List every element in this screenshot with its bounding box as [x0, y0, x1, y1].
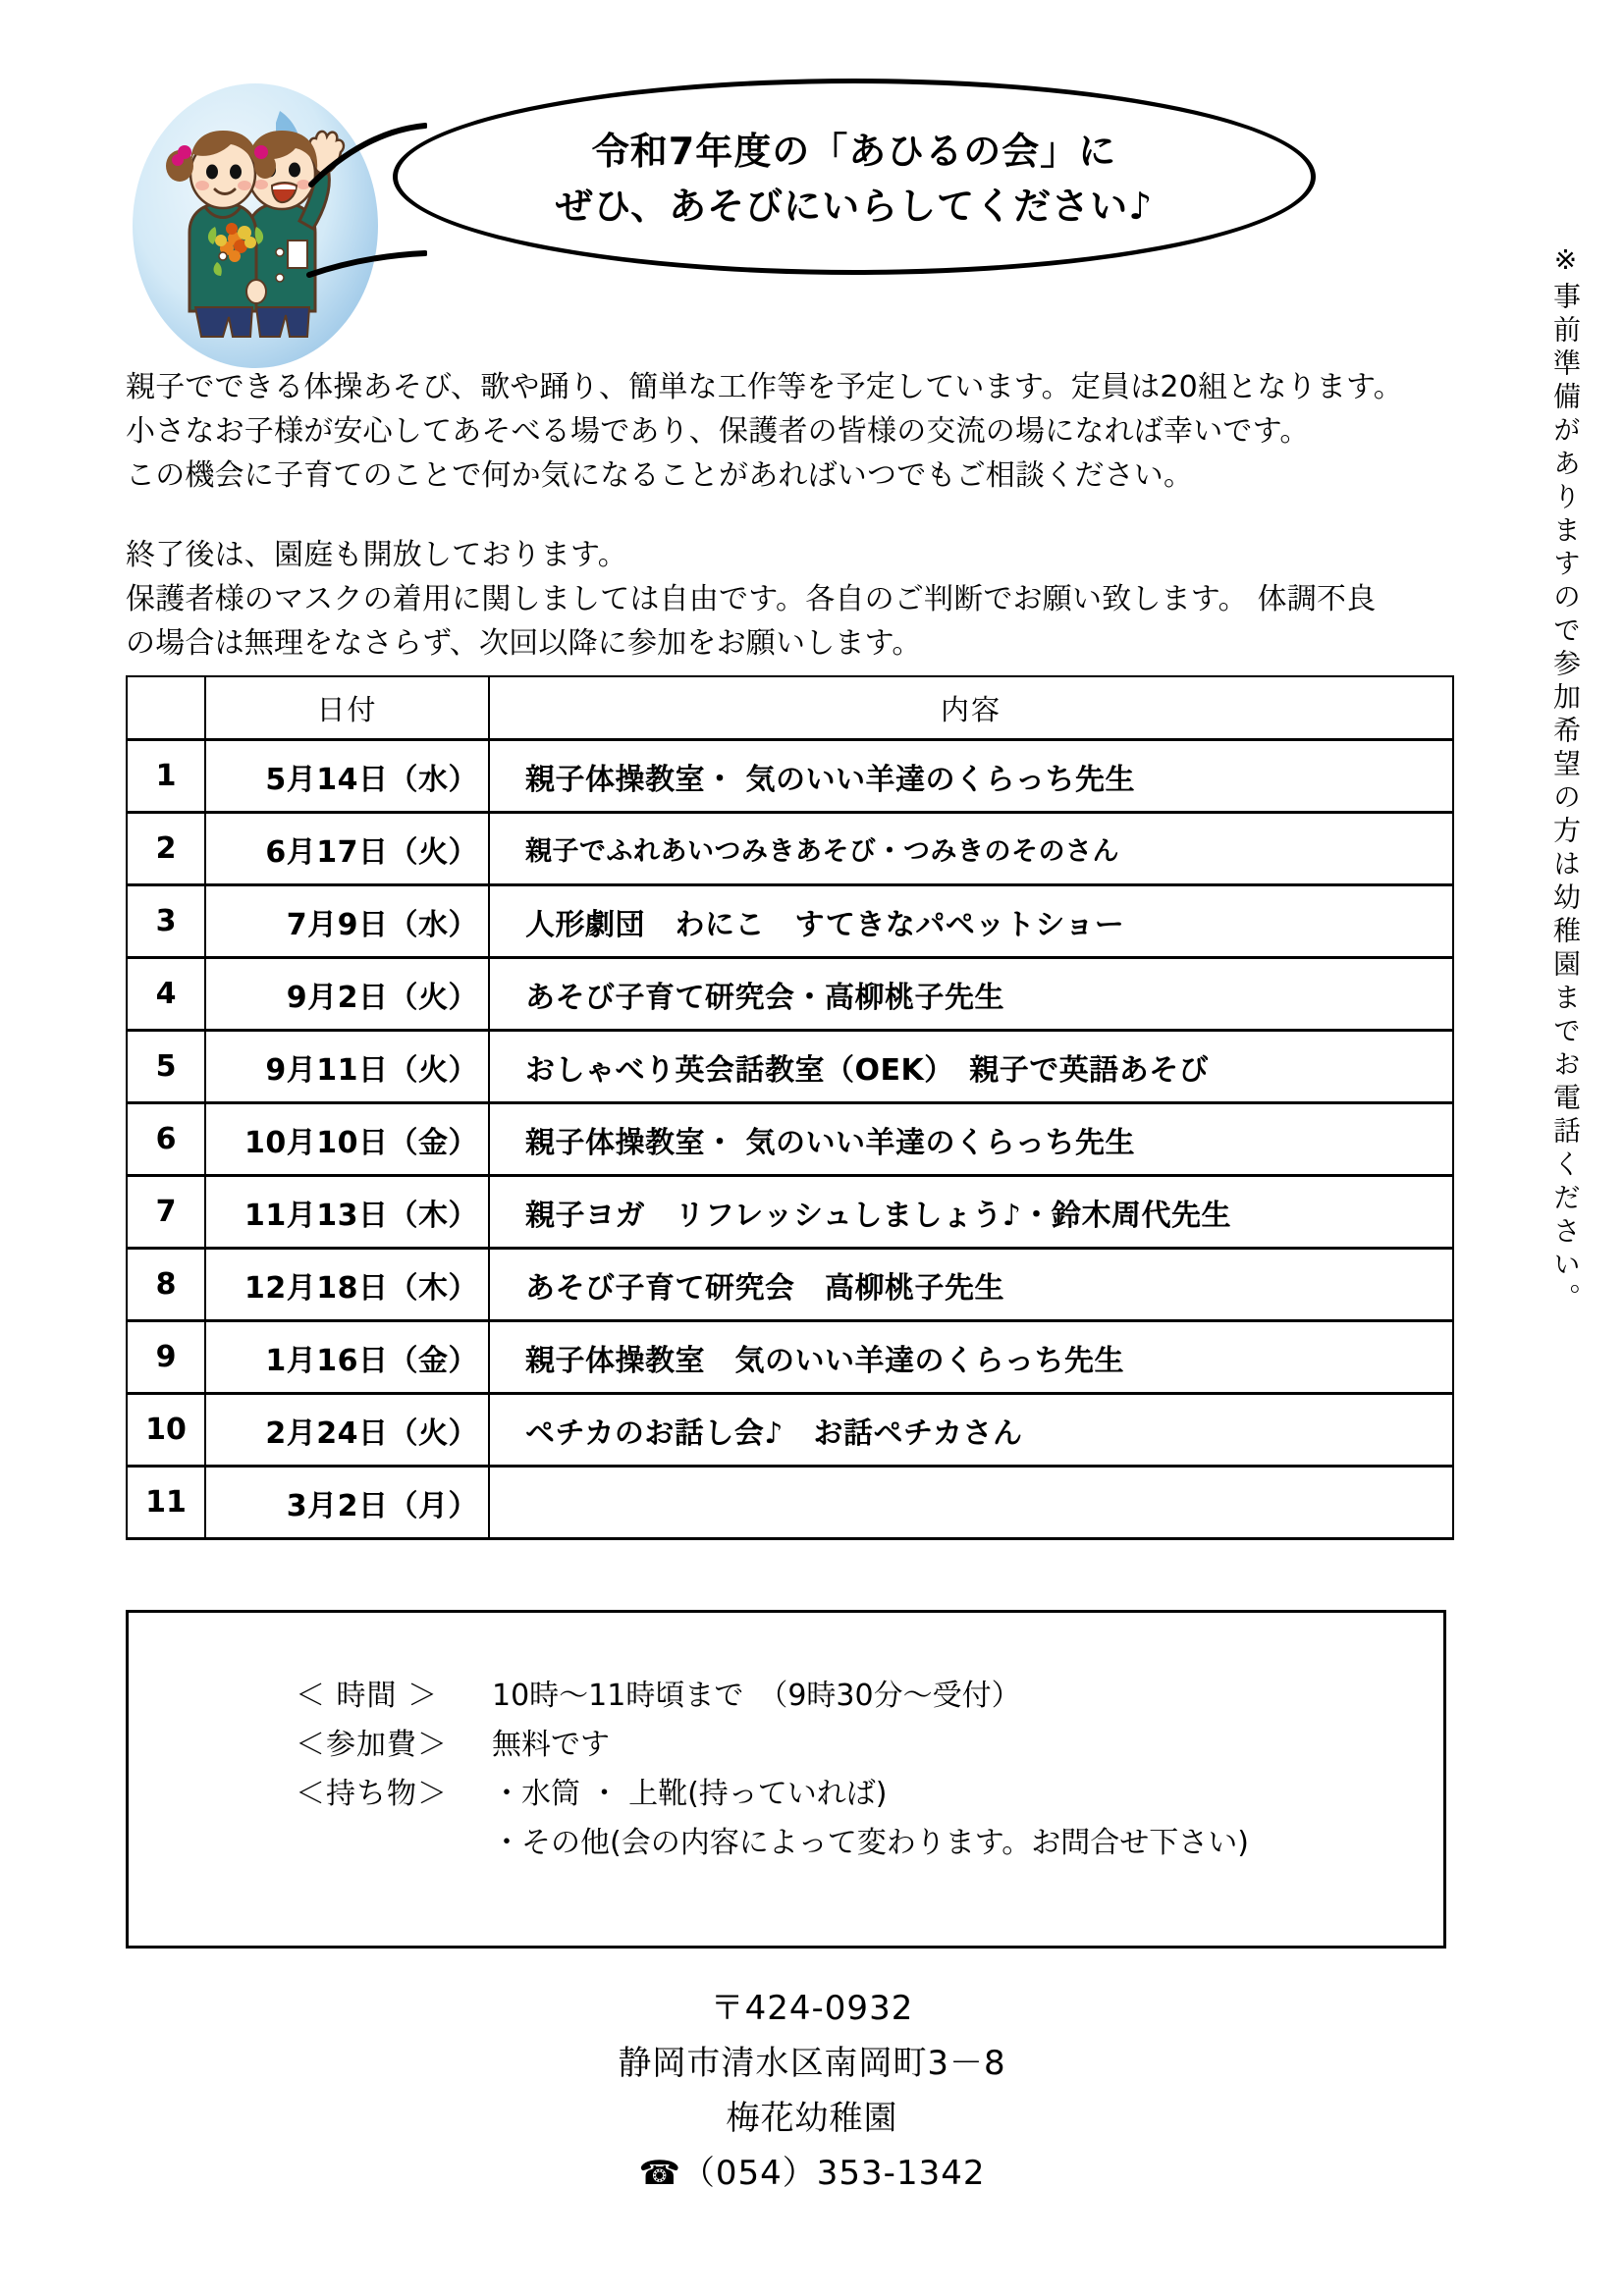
table-row: [127, 1249, 1453, 1321]
items-label: ＜持ち物＞: [296, 1777, 448, 1811]
schedule-table-head: [127, 676, 1453, 740]
table-row: [127, 1176, 1453, 1249]
table-row: [127, 740, 1453, 813]
footer-address-block: [0, 1981, 1624, 2201]
row-date: 6月17日（火）: [205, 813, 489, 885]
row-content: 人形劇団 わにこ すてきなパペットショー: [489, 885, 1453, 958]
intro-paragraph-2: [126, 533, 1461, 666]
row-content: 親子体操教室・ 気のいい羊達のくらっち先生: [489, 1103, 1453, 1176]
row-number: 3: [127, 885, 205, 958]
schedule-table: [126, 675, 1454, 1540]
row-date: 10月10日（金）: [205, 1103, 489, 1176]
row-number: 1: [127, 740, 205, 813]
header-cell-date: 日付: [205, 676, 489, 740]
items-value-secondary: ・その他(会の内容によって変わります。お問合せ下さい): [492, 1826, 1250, 1860]
table-row: [127, 1031, 1453, 1103]
details-rows: [296, 1672, 1249, 1868]
detail-row-time: [296, 1672, 1249, 1721]
row-content: あそび子育て研究会・高柳桃子先生: [489, 958, 1453, 1031]
row-date: 5月14日（水）: [205, 740, 489, 813]
row-content: 親子体操教室・ 気のいい羊達のくらっち先生: [489, 740, 1453, 813]
intro-line: 保護者様のマスクの着用に関しましては自由です。各自のご判断でお願い致します。 体調不良: [126, 582, 1377, 616]
intro-line: 親子でできる体操あそび、歌や踊り、簡単な工作等を予定しています。定員は20組となります。: [126, 370, 1403, 404]
table-header-row: [127, 676, 1453, 740]
table-row: [127, 813, 1453, 885]
detail-row-fee: [296, 1721, 1249, 1770]
row-number: 11: [127, 1467, 205, 1539]
row-content: 親子ヨガ リフレッシュしましょう♪・鈴木周代先生: [489, 1176, 1453, 1249]
row-number: 6: [127, 1103, 205, 1176]
row-date: 2月24日（火）: [205, 1394, 489, 1467]
row-date: 12月18日（木）: [205, 1249, 489, 1321]
row-number: 9: [127, 1321, 205, 1394]
time-label: ＜ 時間 ＞: [296, 1679, 439, 1713]
table-row: [127, 1321, 1453, 1394]
intro-line: この機会に子育てのことで何か気になることがあればいつでもご相談ください。: [126, 458, 1194, 493]
table-row: [127, 1103, 1453, 1176]
row-number: 8: [127, 1249, 205, 1321]
header-cell-no: [127, 676, 205, 740]
intro-line: 小さなお子様が安心してあそべる場であり、保護者の皆様の交流の場になれば幸いです。: [126, 414, 1310, 449]
header-area: [0, 0, 1624, 363]
row-content: ペチカのお話し会♪ お話ペチカさん: [489, 1394, 1453, 1467]
row-content: 親子でふれあいつみきあそび・つみきのそのさん: [489, 813, 1453, 885]
intro-line: 終了後は、園庭も開放しております。: [126, 538, 627, 572]
bubble-line-1: 令和7年度の「あひるの会」に: [591, 130, 1117, 173]
detail-row-items: [296, 1770, 1249, 1819]
postal-code: 〒424-0932: [710, 1989, 914, 2028]
details-info-box: [126, 1610, 1446, 1949]
schedule-table-body: [127, 740, 1453, 1539]
table-row: [127, 1467, 1453, 1539]
row-number: 10: [127, 1394, 205, 1467]
row-number: 5: [127, 1031, 205, 1103]
row-date: 7月9日（水）: [205, 885, 489, 958]
row-content: [489, 1467, 1453, 1539]
intro-paragraph-1: [126, 365, 1461, 498]
kindergarten-name: 梅花幼稚園: [726, 2099, 898, 2138]
row-date: 1月16日（金）: [205, 1321, 489, 1394]
header-cell-content: 内容: [489, 676, 1453, 740]
row-content: 親子体操教室 気のいい羊達のくらっち先生: [489, 1321, 1453, 1394]
intro-paragraphs: [126, 365, 1461, 666]
phone-number: ☎（054）353-1342: [638, 2154, 986, 2193]
vertical-side-note: ※事前準備がありますので参加希望の方は幼稚園までお電話ください。: [1549, 243, 1582, 1316]
intro-line: の場合は無理をなさらず、次回以降に参加をお願いします。: [126, 626, 922, 661]
row-date: 9月2日（火）: [205, 958, 489, 1031]
table-row: [127, 958, 1453, 1031]
title-speech-bubble: [393, 79, 1316, 275]
time-value: 10時～11時頃まで （9時30分～受付）: [492, 1679, 1021, 1713]
fee-label: ＜参加費＞: [296, 1728, 448, 1762]
row-date: 9月11日（火）: [205, 1031, 489, 1103]
table-row: [127, 1394, 1453, 1467]
table-row: [127, 885, 1453, 958]
row-number: 4: [127, 958, 205, 1031]
street-address: 静岡市清水区南岡町3－8: [618, 2044, 1006, 2083]
row-number: 7: [127, 1176, 205, 1249]
row-date: 3月2日（月）: [205, 1467, 489, 1539]
fee-value: 無料です: [492, 1728, 610, 1762]
row-number: 2: [127, 813, 205, 885]
row-date: 11月13日（木）: [205, 1176, 489, 1249]
row-content: あそび子育て研究会 高柳桃子先生: [489, 1249, 1453, 1321]
bubble-line-2: ぜひ、あそびにいらしてください♪: [555, 185, 1154, 228]
items-value: ・水筒 ・ 上靴(持っていれば): [492, 1777, 888, 1811]
bubble-text: [393, 124, 1316, 234]
row-content: おしゃべり英会話教室（OEK） 親子で英語あそび: [489, 1031, 1453, 1103]
